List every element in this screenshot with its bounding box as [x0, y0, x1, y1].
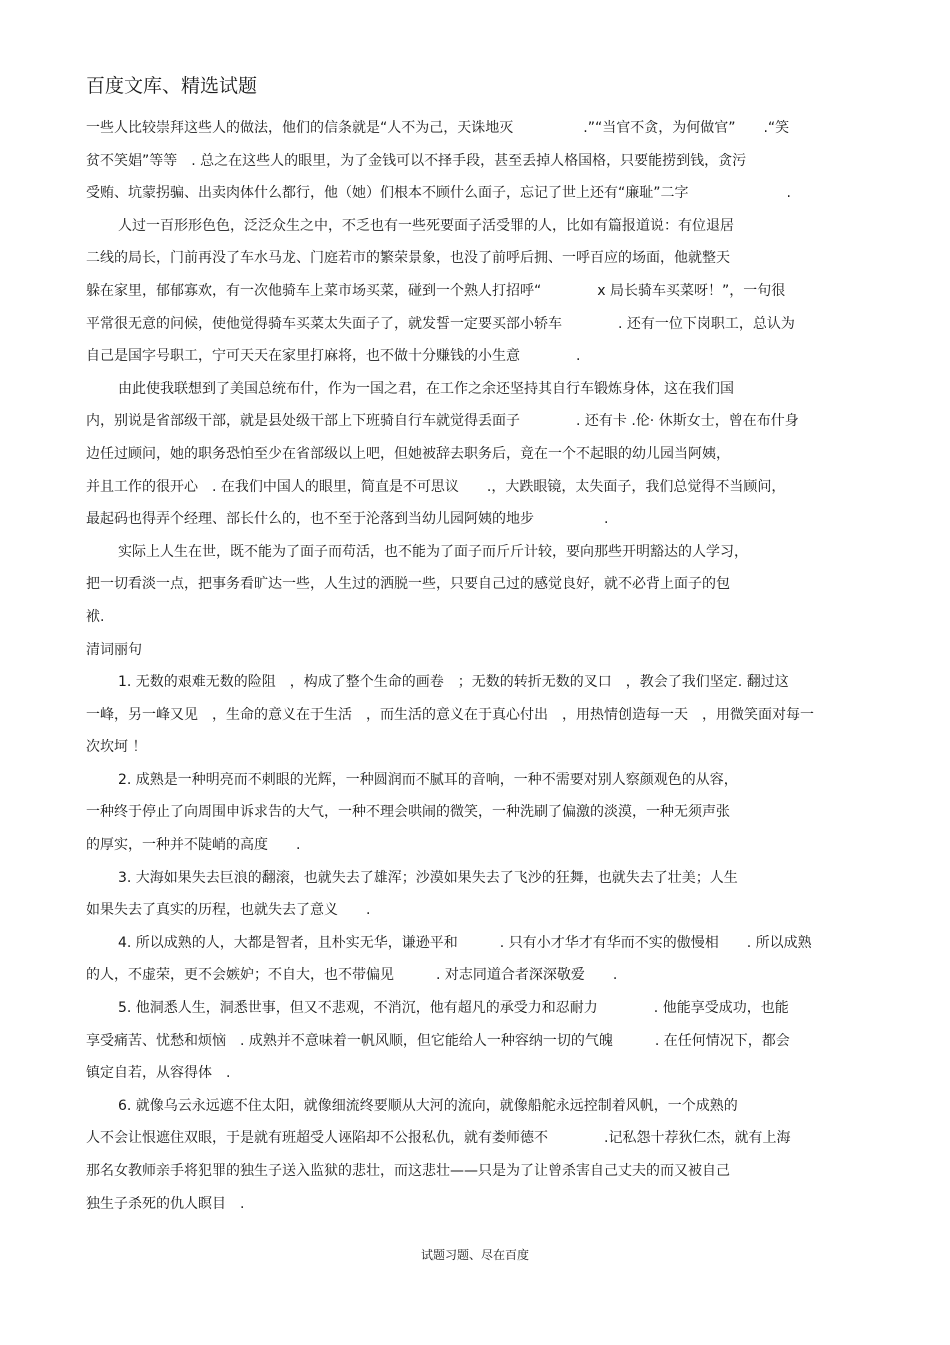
document-body [86, 112, 866, 1220]
text-line: 那名女教师亲手将犯罪的独生子送入监狱的悲壮，而这悲壮——只是为了让曾杀害自己丈夫的而又被自己 [86, 1163, 730, 1179]
text-line: 的厚实，一种并不陡峭的高度 . [86, 837, 301, 854]
numbered-item: 2. 成熟是一种明亮而不刺眼的光辉，一种圆润而不腻耳的音响，一种不需要对别人察颜观色的从容， [118, 771, 738, 788]
text-line: 独生子杀死的仇人瞑目 . [86, 1195, 245, 1212]
page-header: 百度文库、精选试题 [86, 75, 258, 97]
text-line: 内，别说是省部级干部，就是县处级干部上下班骑自行车就觉得丢面子 . 还有卡 .伦· 休斯女士，曾在布什身 [86, 413, 799, 430]
text-line: 受贿、坑蒙拐骗、出卖肉体什么都行，他（她）们根本不顾什么面子，忘记了世上还有“廉耻”二字 . [86, 185, 791, 202]
text-line: 躲在家里，郁郁寡欢，有一次他骑车上菜市场买菜，碰到一个熟人打招呼“ x 局长骑车买菜呀！”，一句很 [86, 282, 786, 299]
text-line: 自己是国字号职工，宁可天天在家里打麻将，也不做十分赚钱的小生意 . [86, 348, 581, 365]
text-line: 并且工作的很开心 . 在我们中国人的眼里，简直是不可思议 .，大跌眼镜，太失面子，我们总觉得不当顾问， [86, 478, 786, 495]
page-footer: 试题习题、尽在百度 [420, 1248, 529, 1262]
text-line: 贫不笑娼”等等 . 总之在这些人的眼里，为了金钱可以不择手段，甚至丢掉人格国格，只要能捞到钱，贪污 [86, 152, 747, 169]
numbered-item: 5. 他洞悉人生，洞悉世事，但又不悲观，不消沉，他有超凡的承受力和忍耐力 . 他能享受成功，也能 [118, 1000, 789, 1017]
text-line: 镇定自若，从容得体 . [86, 1065, 231, 1082]
paragraph-start: 人过一百形形色色，泛泛众生之中，不乏也有一些死要面子活受罪的人，比如有篇报道说：有位退居 [118, 217, 734, 234]
text-line: 袱. [86, 608, 105, 625]
text-line: 边任过顾问，她的职务恐怕至少在省部级以上吧，但她被辞去职务后，竟在一个不起眼的幼儿园当阿姨， [86, 445, 730, 462]
text-line: 的人，不虚荣，更不会嫉妒；不自大，也不带偏见 . 对志同道合者深深敬爱 . [86, 967, 618, 984]
text-line: 享受痛苦、忧愁和烦恼 . 成熟并不意味着一帆风顺，但它能给人一种容纳一切的气魄 . 在任何情况下，都会 [86, 1032, 790, 1049]
numbered-item: 1. 无数的艰难无数的险阻 ，构成了整个生命的画卷 ；无数的转折无数的叉口 ，教会了我们坚定. 翻过这 [118, 674, 789, 691]
paragraph-start: 实际上人生在世，既不能为了面子而苟活，也不能为了面子而斤斤计较，要向那些开明豁达的人学习， [118, 543, 748, 560]
text-line: 最起码也得弄个经理、部长什么的，也不至于沦落到当幼儿园阿姨的地步 . [86, 511, 609, 528]
paragraph-start: 由此使我联想到了美国总统布什，作为一国之君，在工作之余还坚持其自行车锻炼身体，这在我们国 [118, 380, 734, 397]
numbered-item: 3. 大海如果失去巨浪的翻滚，也就失去了雄浑；沙漠如果失去了飞沙的狂舞，也就失去了壮美；人生 [118, 869, 738, 886]
text-line: 一峰，另一峰又见 ，生命的意义在于生活 ，而生活的意义在于真心付出 ，用热情创造每一天 ，用微笑面对每一 [86, 706, 814, 723]
numbered-item: 6. 就像乌云永远遮不住太阳，就像细流终要顺从大河的流向，就像船舵永远控制着风帆，一个成熟的 [118, 1097, 738, 1114]
text-line: 如果失去了真实的历程，也就失去了意义 . [86, 902, 371, 919]
text-line: 一些人比较崇拜这些人的做法，他们的信条就是“人不为己，天诛地灭 .”“当官不贪，为何做官” .“笑 [86, 120, 790, 136]
text-line: 把一切看淡一点，把事务看旷达一些，人生过的洒脱一些，只要自己过的感觉良好，就不必背上面子的包 [86, 576, 730, 593]
text-line: 一种终于停止了向周围申诉求告的大气，一种不理会哄闹的微笑，一种洗刷了偏激的淡漠，一种无须声张 [86, 804, 730, 821]
text-line: 次坎坷 ！ [86, 739, 147, 756]
text-line: 人不会让恨遮住双眼，于是就有班超受人诬陷却不公报私仇，就有娄师德不 .记私怨十荐狄仁杰，就有上海 [86, 1130, 791, 1147]
text-line: 二线的局长，门前再没了车水马龙、门庭若市的繁荣景象，也没了前呼后拥、一呼百应的场面，他就整天 [86, 250, 730, 267]
section-heading: 清词丽句 [86, 641, 142, 658]
text-line: 平常很无意的问候，使他觉得骑车买菜太失面子了，就发誓一定要买部小轿车 . 还有一位下岗职工，总认为 [86, 315, 795, 332]
numbered-item: 4. 所以成熟的人，大都是智者，且朴实无华，谦逊平和 . 只有小才华才有华而不实的傲慢相 . 所以成熟 [118, 934, 812, 951]
